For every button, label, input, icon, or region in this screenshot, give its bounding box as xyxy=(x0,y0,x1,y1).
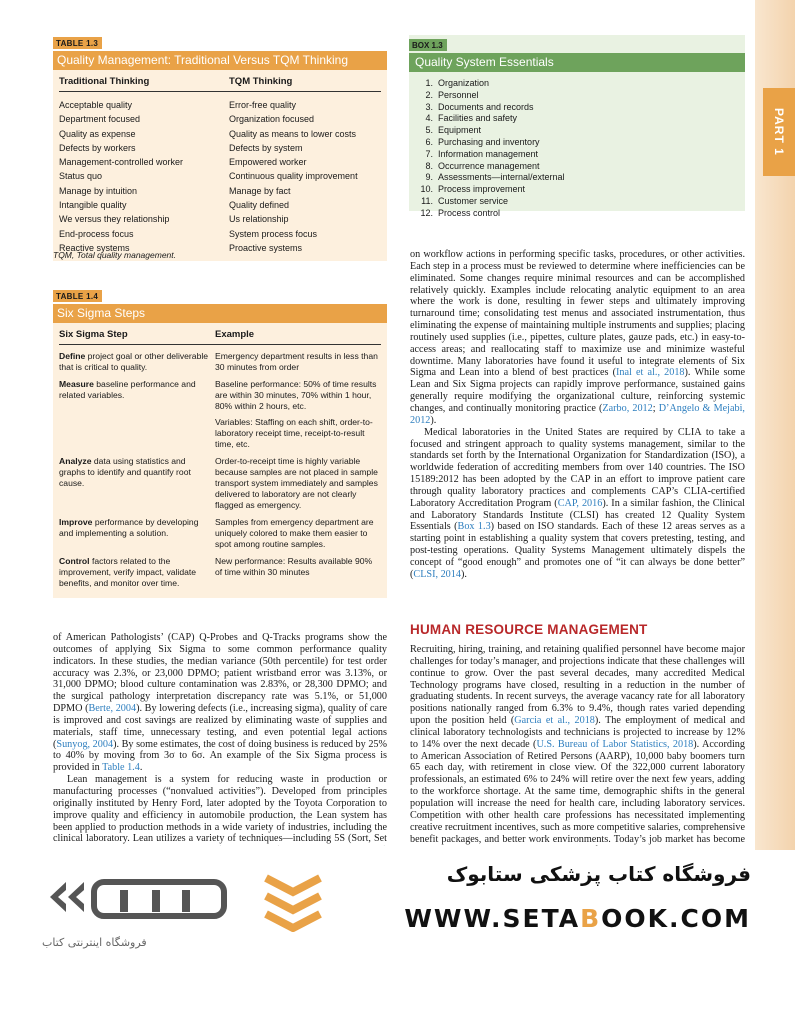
table-cell: Error-free quality xyxy=(229,100,297,110)
table-cell: Empowered worker xyxy=(229,157,307,168)
table-header-row xyxy=(59,70,381,92)
column-header: Six Sigma Step xyxy=(59,329,128,340)
list-item xyxy=(409,184,745,196)
citation-link[interactable]: Zarbo, 2012 xyxy=(602,402,653,414)
list-number: 6. xyxy=(425,136,433,147)
table-row xyxy=(59,553,381,592)
table-cell: System process focus xyxy=(229,228,318,239)
left-column-text xyxy=(53,632,387,846)
table-cell: Continuous quality improvement xyxy=(229,171,358,182)
part-tab-label: PART 1 xyxy=(772,108,786,156)
citation-link[interactable]: Inal et al., 2018 xyxy=(616,367,685,379)
table-cell: Status quo xyxy=(59,171,103,182)
table-title: Quality Management: Traditional Versus TQM Thinking xyxy=(53,51,387,70)
list-number: 9. xyxy=(425,172,433,183)
list-item-label: Assessments—internal/external xyxy=(438,172,565,183)
table-row xyxy=(59,453,381,514)
step-description: performance by developing and implementing a solution. xyxy=(59,517,199,538)
list-number: 3. xyxy=(425,101,433,112)
footnote-text: Total quality management. xyxy=(74,250,176,260)
paragraph: Lean management is a system for reducing waste in production or manufacturing processes (“nonvalued activities”). Developed from principles originally instituted by Henry Ford, later adopted by the Toyota Corporation to improve quality and efficiency in automobile production, the Lean system has been applied to production methods in a wide variety of industries, including the clinical laboratory. Lean utilizes a variety of techniques—including 5S (Sort, Set xyxy=(53,774,387,845)
table-title: Six Sigma Steps xyxy=(53,304,387,323)
part-tab xyxy=(763,88,795,176)
step-name: Analyze xyxy=(59,456,92,466)
store-name: فروشگاه کتاب پزشکی ستابوک xyxy=(446,862,751,886)
step-name: Measure xyxy=(59,379,94,389)
table-cell: Defects by workers xyxy=(59,142,136,153)
list-number: 11. xyxy=(421,195,433,206)
list-number: 1. xyxy=(425,78,433,88)
table-cell: Manage by intuition xyxy=(59,185,138,196)
list-number: 10. xyxy=(420,184,433,195)
box-tag: BOX 1.3 xyxy=(409,39,447,51)
list-item-label: Organization xyxy=(438,78,490,88)
table-cell-example xyxy=(215,456,381,511)
table-tag: TABLE 1.4 xyxy=(53,290,102,302)
table-header-row xyxy=(59,323,381,345)
step-name: Control xyxy=(59,556,90,566)
citation-link[interactable]: Garcia et al., 2018 xyxy=(514,715,595,727)
box-1-3 xyxy=(409,35,745,218)
store-logo-icon xyxy=(42,862,242,932)
table-cell-example xyxy=(215,556,381,589)
list-item-label: Personnel xyxy=(438,89,479,100)
table-cell-example xyxy=(215,351,381,373)
citation-link[interactable]: D’Angelo & Mejabi, 2012 xyxy=(410,402,745,426)
list-item xyxy=(409,125,745,137)
store-url[interactable]: WWW.SETABOOK.COM xyxy=(404,904,751,933)
table-cell-step xyxy=(59,456,215,511)
list-item xyxy=(409,208,745,220)
table-cell-step xyxy=(59,556,215,589)
table-row xyxy=(59,348,381,376)
table-cell: Reactive systems xyxy=(59,242,130,253)
footnote-abbr: TQM, xyxy=(53,250,75,260)
table-rows xyxy=(59,92,381,261)
list-item-label: Information management xyxy=(438,148,539,159)
table-row xyxy=(59,112,381,126)
step-description: data using statistics and graphs to identify and quantify root cause. xyxy=(59,456,191,488)
table-cell: Quality defined xyxy=(229,200,290,211)
column-header: Traditional Thinking xyxy=(59,76,150,87)
table-row xyxy=(59,127,381,141)
table-cell: Manage by fact xyxy=(229,185,291,196)
table-cell: Proactive systems xyxy=(229,242,303,253)
table-cell: We versus they relationship xyxy=(59,214,170,225)
table-cell: Acceptable quality xyxy=(59,100,133,110)
list-item-label: Purchasing and inventory xyxy=(438,136,540,147)
example-text: Samples from emergency department are uniquely colored to make them easier to spot among routine samples. xyxy=(215,517,374,549)
list-number: 12. xyxy=(420,207,433,218)
step-description: baseline performance and related variables. xyxy=(59,379,196,400)
table-row xyxy=(59,376,381,453)
step-description: factors related to the improvement, verify impact, validate benefits, and monitor over time. xyxy=(59,556,197,588)
table-row xyxy=(59,227,381,241)
list-item xyxy=(409,196,745,208)
table-cell: Quality as expense xyxy=(59,128,136,139)
step-name: Define xyxy=(59,351,86,361)
table-tag: TABLE 1.3 xyxy=(53,37,102,49)
table-cell: Defects by system xyxy=(229,142,303,153)
table-cell: Management-controlled worker xyxy=(59,157,184,168)
right-column-text-upper xyxy=(410,249,745,581)
list-item xyxy=(409,149,745,161)
citation-link[interactable]: Sunyog, 2004 xyxy=(56,738,114,750)
table-cell: Organization focused xyxy=(229,114,315,125)
citation-link[interactable]: Berte, 2004 xyxy=(88,703,137,715)
table-cell: Quality as means to lower costs xyxy=(229,128,357,139)
list-item-label: Customer service xyxy=(438,195,509,206)
list-item xyxy=(409,137,745,149)
box-title: Quality System Essentials xyxy=(409,53,745,72)
citation-link[interactable]: U.S. Bureau of Labor Statistics, 2018 xyxy=(536,738,694,750)
example-text: Order-to-receipt time is highly variable because samples are not placed in sample transport system immediately and samples delivered to laboratory are not clearly flagged as emergency. xyxy=(215,456,378,510)
example-text: New performance: Results available 90% of time within 30 minutes xyxy=(215,556,373,577)
table-row xyxy=(59,212,381,226)
table-cell: End-process focus xyxy=(59,228,134,239)
list-item-label: Occurrence management xyxy=(438,160,540,171)
list-item xyxy=(409,102,745,114)
list-item xyxy=(409,113,745,125)
table-row xyxy=(59,169,381,183)
step-name: Improve xyxy=(59,517,93,527)
table-cell-example xyxy=(215,379,381,450)
list-number: 2. xyxy=(425,89,433,100)
table-reference-link[interactable]: Table 1.4 xyxy=(102,762,140,774)
section-heading: HUMAN RESOURCE MANAGEMENT xyxy=(410,622,648,637)
table-row xyxy=(59,514,381,553)
box-reference-link[interactable]: Box 1.3 xyxy=(457,521,491,533)
list-item xyxy=(409,90,745,102)
list-item xyxy=(409,161,745,173)
table-cell-step xyxy=(59,379,215,450)
example-text: Baseline performance: 50% of time results are within 30 minutes, 70% within 1 hour, 80% within 2 hours, etc. xyxy=(215,379,377,411)
watermark-footer xyxy=(0,850,795,1010)
paragraph: on workflow actions in performing specific tasks, procedures, or other activities. Each step in a process must be reviewed to determine where inefficiencies can be eliminated. Some changes require minimal resources and can be accomplished relatively quickly. Examples include relocating analytic equipment to an area where the work is done, resulting in fewer steps and ultimately improving turnaround time; consolidating test menus and associated instrumentation, thus eliminating the expense of maintaining multiple instruments and supplies; placing routinely used supplies (i.e., pipettes, culture plates, gauze pads, etc.) in easy-to-access areas; and reallocating staff to maximize use and minimize wasteful downtime. Many laboratories have found it useful to integrate elements of Six Sigma and Lean into a blend of best practices (Inal et al., 2018). While some Lean and Six Sigma projects can rapidly improve performance, sustained gains generally require modifying the organizational culture, reinforcing systemic changes, and continually monitoring practice (Zarbo, 2012; D’Angelo & Mejabi, 2012). xyxy=(410,249,745,426)
list-number: 7. xyxy=(425,148,433,159)
column-header: TQM Thinking xyxy=(229,76,293,87)
list-number: 5. xyxy=(425,125,433,136)
table-row xyxy=(59,155,381,169)
list-item-label: Equipment xyxy=(438,125,482,136)
table-row xyxy=(59,98,381,112)
table-cell: Intangible quality xyxy=(59,200,127,211)
citation-link[interactable]: CAP, 2016 xyxy=(557,497,603,509)
table-row xyxy=(59,141,381,155)
example-text: Variables: Staffing on each shift, order-to-laboratory receipt time, receipt-to-result time, etc. xyxy=(215,417,373,449)
table-body xyxy=(53,323,387,598)
table-row xyxy=(59,198,381,212)
table-1-4 xyxy=(53,286,387,598)
step-description: project goal or other deliverable that is critical to quality. xyxy=(59,351,209,372)
list-item-label: Process improvement xyxy=(438,184,526,195)
citation-link[interactable]: CLSI, 2014 xyxy=(413,568,461,580)
paragraph: of American Pathologists’ (CAP) Q-Probes and Q-Tracks programs show the outcomes of applying Six Sigma to some common performance quality indicators. In these studies, the median variance (50th percentile) for test order accuracy was 2.3%, or 23,000 DPMO; patient wristband error was 3.13%, or 31,000 DPMO; blood culture contamination was 2.83%, or 28,300 DPMO; and the surgical pathology interpretation discrepancy rate was 5.1%, or 51,000 DPMO (Berte, 2004). By lowering defects (i.e., increasing sigma), quality of care is improved and cost savings are realized by eliminating waste of supplies and materials, staff time, unnecessary testing, and even potential legal actions (Sunyog, 2004). By some estimates, the cost of doing business is reduced by 25% to 40% by moving from 3σ to 6σ. An example of the Six Sigma process is provided in Table 1.4. xyxy=(53,632,387,774)
table-cell-step xyxy=(59,517,215,550)
table-cell-step xyxy=(59,351,215,373)
chevron-logo-icon xyxy=(262,870,324,932)
right-column-text-lower xyxy=(410,644,745,846)
table-cell: Us relationship xyxy=(229,214,289,225)
table-row xyxy=(59,184,381,198)
table-1-3 xyxy=(53,33,387,261)
table-rows xyxy=(59,345,381,592)
list-item-label: Facilities and safety xyxy=(438,113,518,124)
table-cell-example xyxy=(215,517,381,550)
list-item xyxy=(409,172,745,184)
list-item-label: Documents and records xyxy=(438,101,534,112)
table-footnote xyxy=(53,250,176,260)
list-number: 4. xyxy=(425,113,433,124)
paragraph: Medical laboratories in the United States are required by CLIA to take a focused and stringent approach to quality systems management, similar to the standards set forth by the International Organization for Standardization (ISO), a worldwide federation of accrediting members from over 140 countries. The ISO 15189:2012 has been adopted by the CAP in an effort to improve patient care through quality laboratory practices and complements CAP’s CLIA-certified Laboratory Accreditation Program (CAP, 2016). In a similar fashion, the Clinical and Laboratory Standards Institute (CLSI) has created 12 Quality System Essentials (Box 1.3) based on ISO standards. Each of these 12 areas serves as a starting point in establishing a quality system that covers pretesting, testing, and post-testing operations. Quality Systems Management ultimately dispels the concept of “good enough” and promotes one of “it can always be done better” (CLSI, 2014). xyxy=(410,426,746,580)
example-text: Emergency department results in less than 30 minutes from order xyxy=(215,351,378,372)
column-header: Example xyxy=(215,329,255,340)
list-item xyxy=(409,78,745,90)
box-list xyxy=(409,72,745,220)
logo-caption: فروشگاه اینترنتی کتاب xyxy=(42,936,147,949)
list-item-label: Process control xyxy=(438,207,501,218)
table-cell: Department focused xyxy=(59,114,141,125)
list-number: 8. xyxy=(425,160,433,171)
table-body xyxy=(53,70,387,261)
paragraph: Recruiting, hiring, training, and retaining qualified personnel have become major challenges for today’s manager, and projections indicate that these challenges will continue to grow. Over the past several decades, many accredited Medical Technology programs have closed, resulting in a reduction in the number of graduating students. In recent surveys, the average vacancy rate for all laboratory positions nationally ranged from 6.3% to 9.4%, though rates varied depending upon the position held (Garcia et al., 2018). The employment of medical and clinical laboratory technologists and technicians is projected to increase by 12% to 14% over the next decade (U.S. Bureau of Labor Statistics, 2018). According to American Association of Retired Persons (AARP), 10,000 baby boomers turn 65 each day, with retirement in close view. Of the 322,000 current laboratory professionals, an estimated 6% to 24% will retire over the next few years, adding to the workforce shortage. At the same time, demographic shifts in the general population will increase the need for health care, including laboratory services. Competition with other health care professions has necessitated implementing creative recruitment incentives, such as more competitive salaries, comprehensive benefit packages, and better work environments. Today’s job market has become xyxy=(410,644,745,845)
